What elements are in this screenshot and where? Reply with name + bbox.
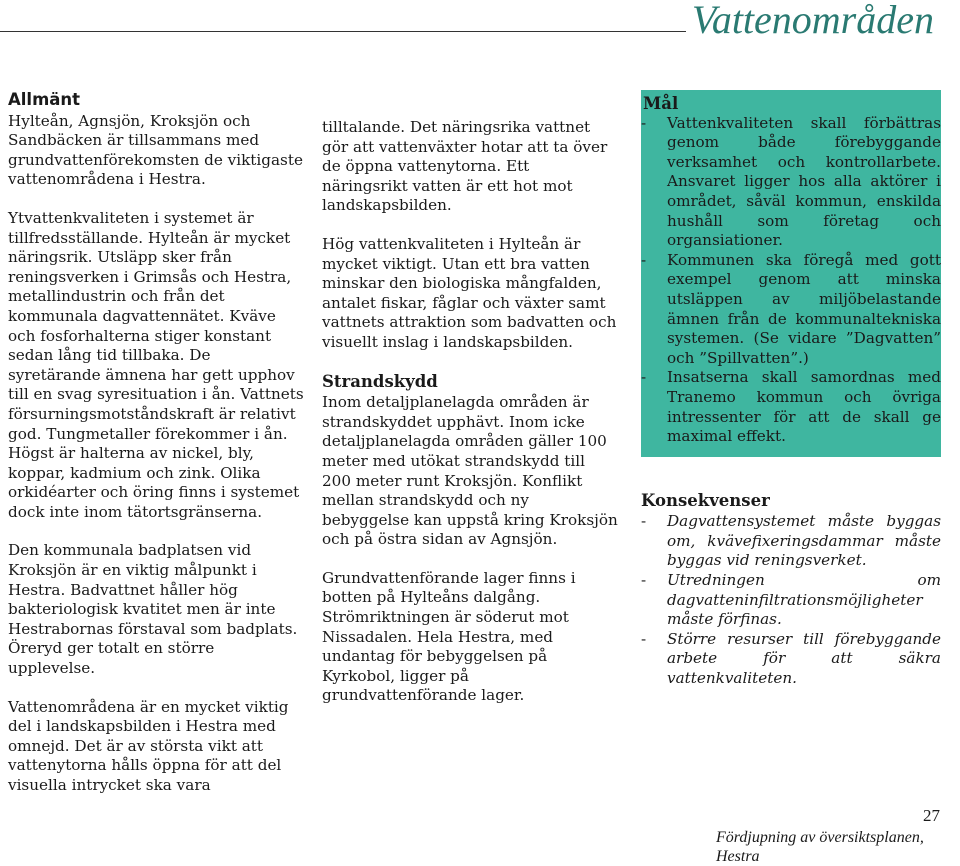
consequence-item: [641, 512, 941, 571]
consequence-text: Utredningen om dagvatteninfiltrationsmöjligheter måste förfinas.: [667, 571, 941, 629]
paragraph: Ytvattenkvaliteten i systemet är tillfredsställande. Hylteån är mycket näringsrik. Utsläpp sker från reningsverken i Grimsås och Hestra, metallindustrin och från det kommunala dagvattennätet. Kväve och fosforhalterna stiger konstant sedan lång tid tillbaka. De syretärande ämnena har gett upphov till en svag syresituation i ån. Vattnets försurningsmotståndskraft är relativt god. Tungmetaller förekommer i ån. Högst är halterna av nickel, bly, koppar, kadmium och zink. Olika orkidéarter och öring finns i systemet dock inte inom tätortsgränserna.: [8, 208, 304, 521]
consequence-text: Större resurser till förebyggande arbete för att säkra vattenkvaliteten.: [667, 629, 941, 688]
goal-item: [641, 368, 941, 446]
page-title: Vattenområden: [691, 0, 934, 42]
column-3: [641, 90, 941, 689]
bullet-dash: -: [641, 629, 647, 648]
bullet-dash: -: [641, 571, 647, 590]
goal-text: Vattenkvaliteten skall förbättras genom både förebyggande verksamhet och kontrollarbete. Ansvaret ligger hos alla aktörer i området, såväl kommun, enskilda hushåll som företag och organsiationer.: [667, 113, 941, 250]
bullet-dash: -: [641, 368, 647, 387]
page-number: 27: [923, 806, 940, 825]
paragraph: Hög vattenkvaliteten i Hylteån är mycket viktigt. Utan ett bra vatten minskar den biologiska mångfalden, antalet fiskar, fåglar och växter samt vattnets attraktion som badvatten och visuellt inslag i landskapsbilden.: [322, 234, 617, 351]
paragraph: Grundvattenförande lager finns i botten på Hylteåns dalgång. Strömriktningen är söderut mot Nissadalen. Hela Hestra, med undantag för bebyggelsen på Kyrkobol, ligger på grundvattenförande lager.: [322, 568, 576, 705]
footer-caption: Fördjupning av översiktsplanen, Hestra: [716, 829, 924, 865]
paragraph: Vattenområdena är en mycket viktig del i landskapsbilden i Hestra med omnejd. Det är av största vikt att vattenytorna hålls öppna för att del visuella intrycket ska vara: [8, 697, 289, 794]
paragraph: Den kommunala badplatsen vid Kroksjön är en viktig målpunkt i Hestra. Badvattnet håller hög bakteriologisk kvatitet men är inte Hestrabornas förstaval som badplats. Öreryd ger totalt en större upplevelse.: [8, 541, 298, 678]
bullet-dash: -: [641, 250, 647, 269]
consequence-item: [641, 571, 941, 630]
paragraph: Hylteån, Agnsjön, Kroksjön och Sandbäcken är tillsammans med grundvattenförekomsten de viktigaste vattenområdena i Hestra.: [8, 111, 303, 189]
consequence-item: [641, 630, 941, 689]
goal-text: Kommunen ska föregå med gott exempel genom att minska utsläppen av miljöbelastande ämnen från de kommunaltekniska systemen. (Se vidare ”Dagvatten” och ”Spillvatten”.): [667, 250, 941, 367]
heading-mal: Mål: [643, 94, 679, 113]
goal-item: [641, 251, 941, 369]
bullet-dash: -: [641, 512, 647, 531]
goal-text: Insatserna skall samordnas med Tranemo kommun och övriga intressenter för att de skall ge maximal effekt.: [667, 368, 941, 446]
heading-allmant: Allmänt: [8, 90, 81, 109]
column-1: [8, 90, 304, 815]
paragraph: tilltalande. Det näringsrika vattnet gör att vattenväxter hotar att ta över de öppna vattenytorna. Ett näringsrikt vatten är ett hot mot landskapsbilden.: [322, 118, 608, 215]
paragraph: Inom detaljplanelagda områden är strandskyddet upphävt. Inom icke detaljplanelagda områden gäller 100 meter med utökat strandskydd till 200 meter runt Kroksjön. Konflikt mellan strandskydd och ny bebyggelse kan uppstå kring Kroksjön och på östra sidan av Agnsjön.: [322, 393, 618, 549]
heading-konsekvenser: Konsekvenser: [641, 490, 770, 510]
header-rule: [0, 31, 686, 32]
heading-strandskydd: Strandskydd: [322, 371, 438, 391]
bullet-dash: -: [641, 113, 647, 132]
goals-box: [641, 90, 941, 457]
column-2: [322, 118, 618, 725]
consequence-text: Dagvattensystemet måste byggas om, kvävefixeringsdammar måste byggas vid reningsverket.: [667, 512, 941, 570]
goal-item: [641, 114, 941, 251]
